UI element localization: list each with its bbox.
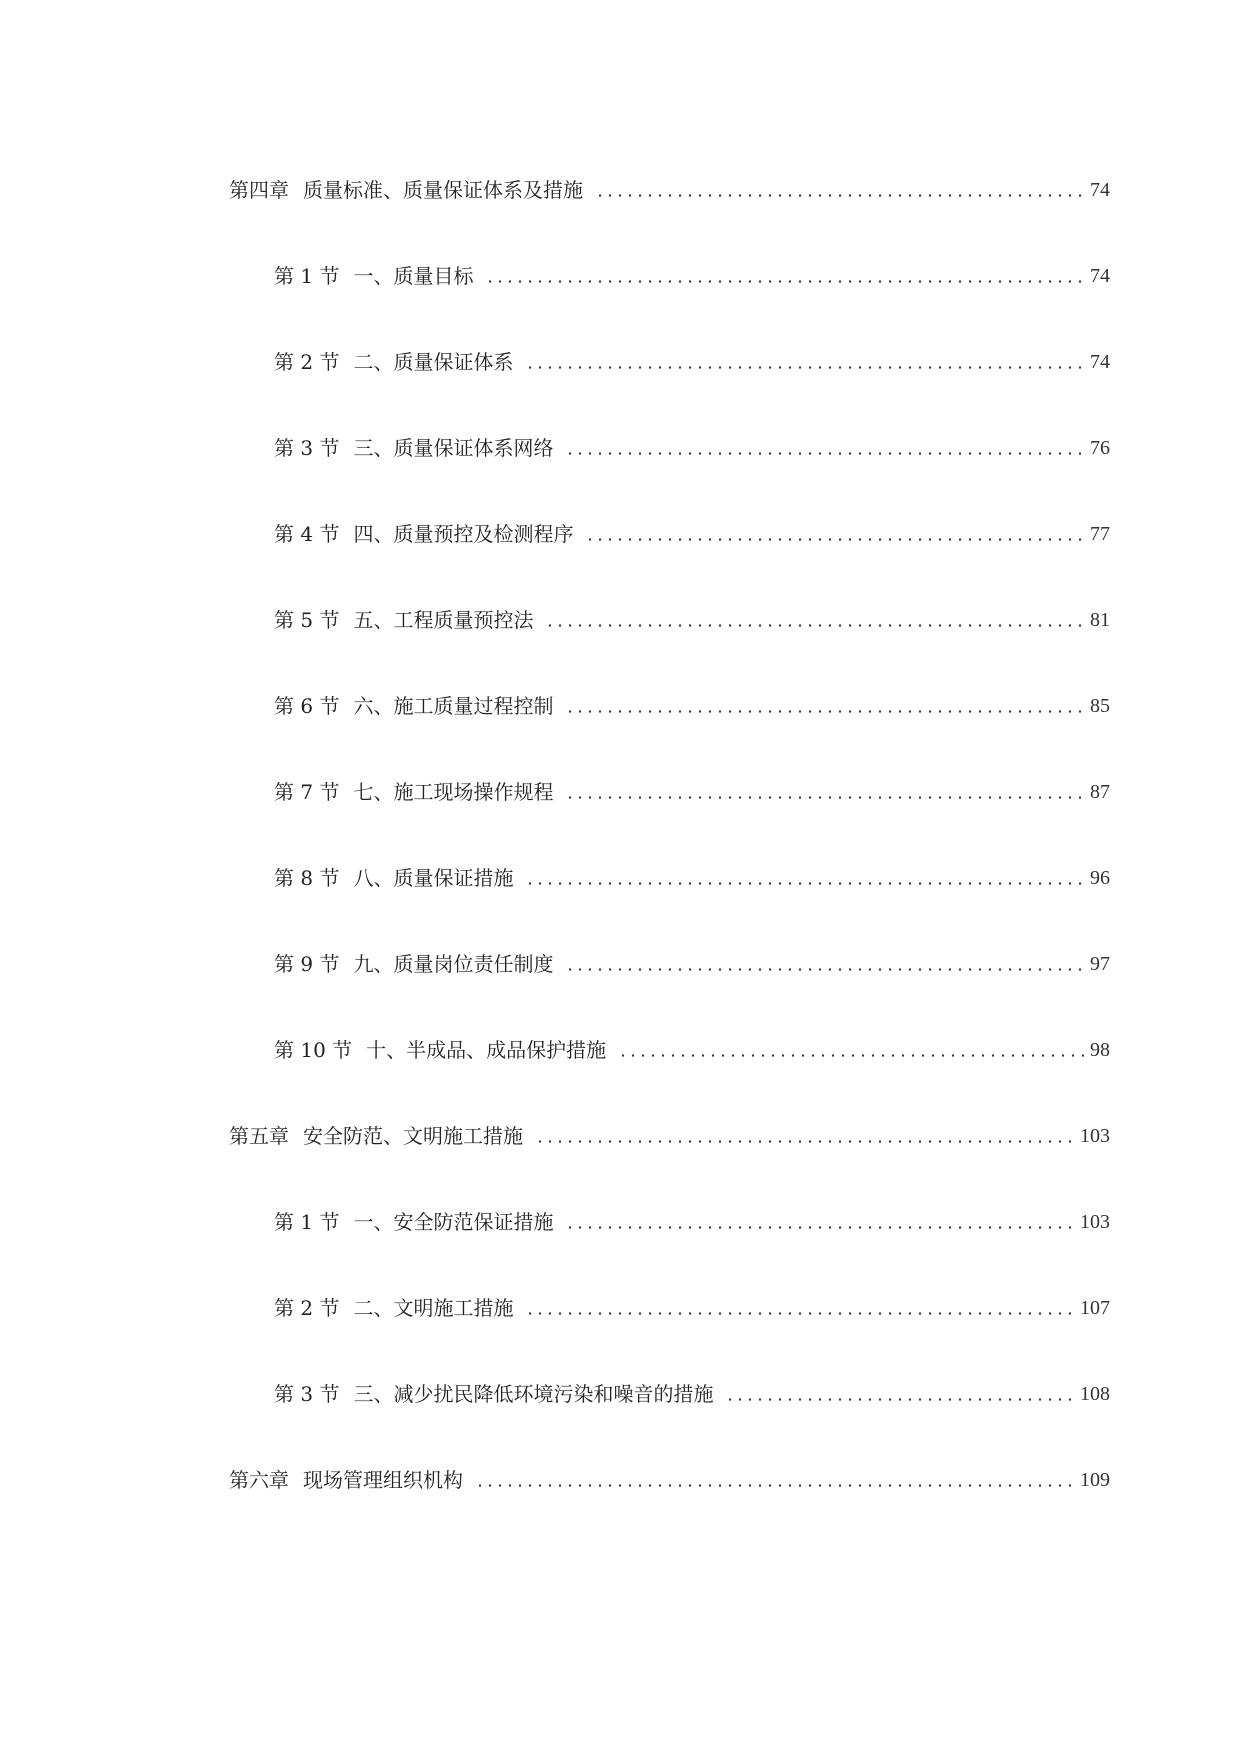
toc-entry-number: 第 7 节 xyxy=(274,780,340,804)
toc-dot-leader xyxy=(565,949,1084,979)
toc-dot-leader xyxy=(525,1293,1074,1323)
toc-entry-title: 二、文明施工措施 xyxy=(353,1296,514,1320)
toc-entry-number: 第 1 节 xyxy=(274,264,340,288)
toc-dot-leader xyxy=(545,605,1084,635)
toc-section-4-3[interactable] xyxy=(274,433,1110,463)
toc-entry-number: 第 8 节 xyxy=(274,866,340,890)
toc-entry-number: 第 3 节 xyxy=(274,1382,340,1406)
toc-entry-number: 第 1 节 xyxy=(274,1210,340,1234)
toc-entry-title: 二、质量保证体系 xyxy=(353,350,514,374)
toc-entry-title: 一、质量目标 xyxy=(353,264,474,288)
toc-page-number: 103 xyxy=(1080,1211,1110,1233)
toc-dot-leader xyxy=(535,1121,1074,1151)
toc-page-number: 74 xyxy=(1090,179,1110,201)
toc-section-4-10[interactable] xyxy=(274,1035,1110,1065)
toc-dot-leader xyxy=(565,777,1084,807)
toc-entry-title: 五、工程质量预控法 xyxy=(353,608,534,632)
toc-entry-title: 十、半成品、成品保护措施 xyxy=(366,1038,607,1062)
toc-entry-title: 三、质量保证体系网络 xyxy=(353,436,554,460)
toc-page-number: 97 xyxy=(1090,953,1110,975)
toc-entry-number: 第 9 节 xyxy=(274,952,340,976)
toc-entry-number: 第四章 xyxy=(229,178,289,202)
toc-dot-leader xyxy=(725,1379,1074,1409)
toc-page-number: 98 xyxy=(1090,1039,1110,1061)
toc-page-number: 96 xyxy=(1090,867,1110,889)
toc-page-number: 76 xyxy=(1090,437,1110,459)
toc-dot-leader xyxy=(525,863,1084,893)
toc-entry-number: 第 2 节 xyxy=(274,350,340,374)
toc-dot-leader xyxy=(565,1207,1074,1237)
toc-entry-title: 六、施工质量过程控制 xyxy=(353,694,554,718)
toc-entry-title: 三、减少扰民降低环境污染和噪音的措施 xyxy=(353,1382,714,1406)
toc-page-number: 85 xyxy=(1090,695,1110,717)
toc-section-4-6[interactable] xyxy=(274,691,1110,721)
toc-section-4-4[interactable] xyxy=(274,519,1110,549)
toc-dot-leader xyxy=(595,175,1084,205)
toc-dot-leader xyxy=(565,433,1084,463)
toc-section-4-5[interactable] xyxy=(274,605,1110,635)
toc-dot-leader xyxy=(525,347,1084,377)
toc-dot-leader xyxy=(475,1465,1074,1495)
toc-entry-number: 第 10 节 xyxy=(274,1038,353,1062)
toc-page-number: 74 xyxy=(1090,351,1110,373)
toc-dot-leader xyxy=(485,261,1084,291)
toc-chapter-6[interactable] xyxy=(229,1465,1110,1495)
toc-entry-title: 七、施工现场操作规程 xyxy=(353,780,554,804)
toc-page-number: 108 xyxy=(1080,1383,1110,1405)
toc-entry-number: 第 4 节 xyxy=(274,522,340,546)
toc-section-4-8[interactable] xyxy=(274,863,1110,893)
toc-dot-leader xyxy=(565,691,1084,721)
toc-page-number: 103 xyxy=(1080,1125,1110,1147)
toc-entry-title: 现场管理组织机构 xyxy=(303,1468,463,1492)
toc-entry-number: 第 5 节 xyxy=(274,608,340,632)
toc-section-4-1[interactable] xyxy=(274,261,1110,291)
toc-entry-number: 第 6 节 xyxy=(274,694,340,718)
toc-section-4-9[interactable] xyxy=(274,949,1110,979)
toc-section-4-2[interactable] xyxy=(274,347,1110,377)
toc-section-5-2[interactable] xyxy=(274,1293,1110,1323)
toc-section-5-1[interactable] xyxy=(274,1207,1110,1237)
toc-entry-title: 一、安全防范保证措施 xyxy=(353,1210,554,1234)
toc-chapter-4[interactable] xyxy=(229,175,1110,205)
toc-dot-leader xyxy=(618,1035,1084,1065)
toc-entry-title: 安全防范、文明施工措施 xyxy=(303,1124,523,1148)
toc-dot-leader xyxy=(585,519,1084,549)
toc-entry-title: 九、质量岗位责任制度 xyxy=(353,952,554,976)
toc-page-number: 74 xyxy=(1090,265,1110,287)
toc-page-number: 81 xyxy=(1090,609,1110,631)
toc-entry-title: 四、质量预控及检测程序 xyxy=(353,522,574,546)
toc-section-5-3[interactable] xyxy=(274,1379,1110,1409)
toc-entry-number: 第 2 节 xyxy=(274,1296,340,1320)
toc-entry-title: 质量标准、质量保证体系及措施 xyxy=(303,178,583,202)
toc-page-number: 77 xyxy=(1090,523,1110,545)
toc-entry-title: 八、质量保证措施 xyxy=(353,866,514,890)
toc-page-number: 87 xyxy=(1090,781,1110,803)
toc-entry-number: 第 3 节 xyxy=(274,436,340,460)
toc-page-number: 109 xyxy=(1080,1469,1110,1491)
toc-chapter-5[interactable] xyxy=(229,1121,1110,1151)
toc-entry-number: 第六章 xyxy=(229,1468,289,1492)
toc-page-number: 107 xyxy=(1080,1297,1110,1319)
toc-section-4-7[interactable] xyxy=(274,777,1110,807)
toc-entry-number: 第五章 xyxy=(229,1124,289,1148)
